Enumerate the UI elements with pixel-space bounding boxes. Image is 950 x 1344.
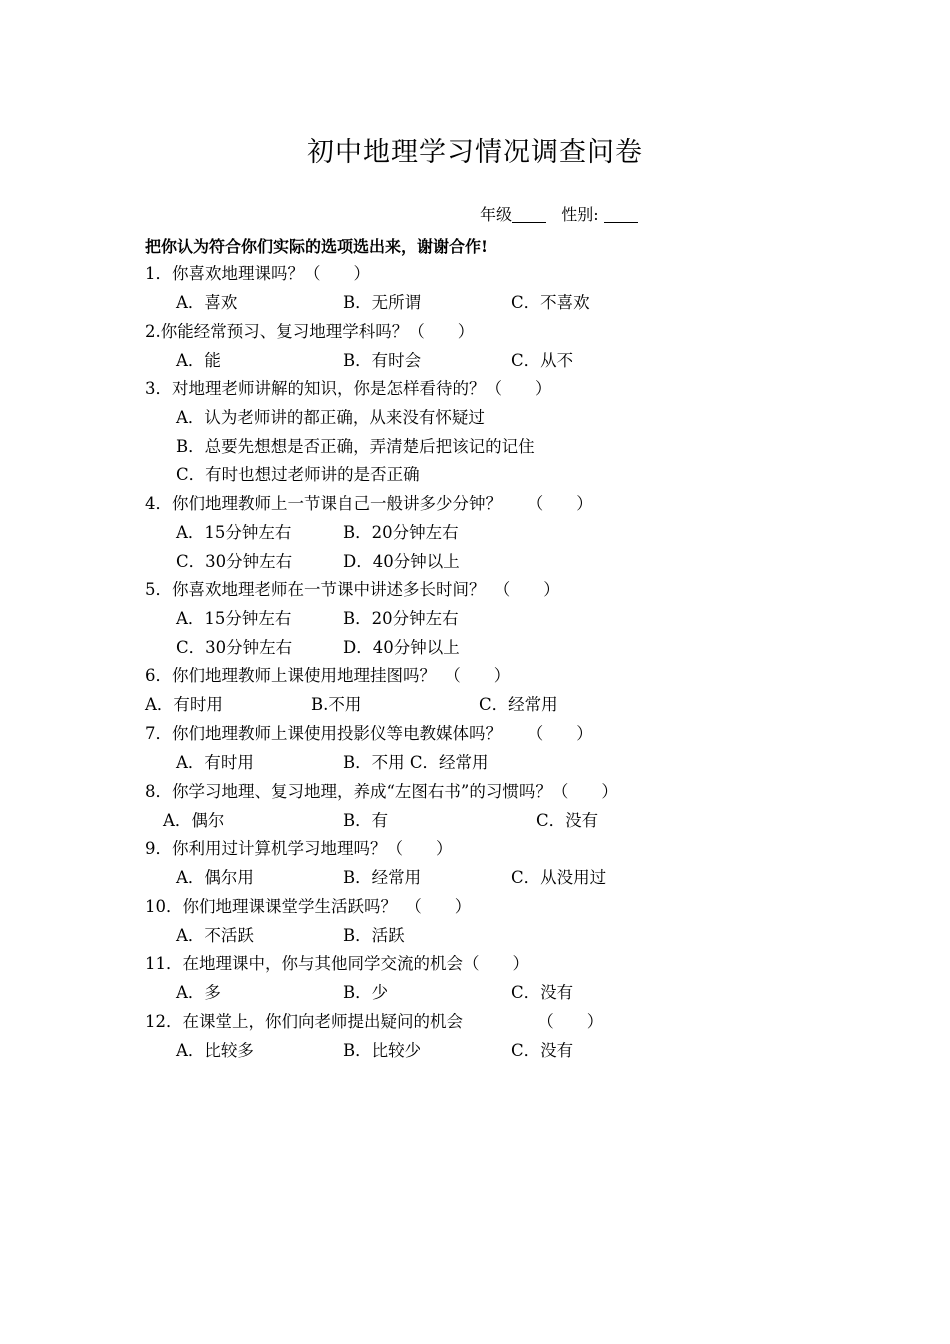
grade-label: 年级 <box>480 205 513 224</box>
q8-option-a[interactable]: A．偶尔 <box>163 811 225 830</box>
q1-option-c[interactable]: C．不喜欢 <box>511 293 590 312</box>
q5-option-a[interactable]: A．15分钟左右 <box>176 609 292 628</box>
page-title: 初中地理学习情况调查问卷 <box>307 137 643 168</box>
q12-option-a[interactable]: A．比较多 <box>176 1041 254 1060</box>
question-2: 2.你能经常预习、复习地理学科吗？（ ） <box>145 322 475 341</box>
q10-option-b[interactable]: B．活跃 <box>343 926 405 945</box>
q10-option-a[interactable]: A．不活跃 <box>176 926 254 945</box>
q11-option-c[interactable]: C．没有 <box>511 983 574 1002</box>
q1-option-a[interactable]: A．喜欢 <box>176 293 238 312</box>
q12-option-b[interactable]: B．比较少 <box>343 1041 422 1060</box>
q2-option-b[interactable]: B．有时会 <box>343 351 422 370</box>
question-5: 5．你喜欢地理老师在一节课中讲述多长时间？ （ ） <box>145 580 560 599</box>
question-10: 10．你们地理课课堂学生活跃吗？ （ ） <box>145 897 472 916</box>
q3-option-b[interactable]: B．总要先想想是否正确，弄清楚后把该记的记住 <box>176 437 535 456</box>
q8-option-c[interactable]: C．没有 <box>536 811 599 830</box>
q6-option-b[interactable]: B.不用 <box>311 695 362 714</box>
question-1: 1．你喜欢地理课吗？（ ） <box>145 264 370 283</box>
q5-option-b[interactable]: B．20分钟左右 <box>343 609 459 628</box>
grade-blank[interactable] <box>512 206 546 223</box>
student-info <box>480 202 638 225</box>
q9-option-c[interactable]: C．从没用过 <box>511 868 607 887</box>
question-9: 9．你利用过计算机学习地理吗？（ ） <box>145 839 453 858</box>
question-8: 8．你学习地理、复习地理，养成“左图右书”的习惯吗？（ ） <box>145 782 618 801</box>
q8-option-b[interactable]: B．有 <box>343 811 389 830</box>
q4-option-d[interactable]: D．40分钟以上 <box>343 552 460 571</box>
q5-option-c[interactable]: C．30分钟左右 <box>176 638 293 657</box>
q3-option-a[interactable]: A．认为老师讲的都正确，从来没有怀疑过 <box>176 408 485 427</box>
question-3: 3．对地理老师讲解的知识，你是怎样看待的？（ ） <box>145 379 552 398</box>
q5-option-d[interactable]: D．40分钟以上 <box>343 638 460 657</box>
q6-option-c[interactable]: C．经常用 <box>479 695 558 714</box>
q9-option-b[interactable]: B．经常用 <box>343 868 422 887</box>
q6-option-a[interactable]: A．有时用 <box>145 695 223 714</box>
q1-option-b[interactable]: B．无所谓 <box>343 293 422 312</box>
q7-option-a[interactable]: A．有时用 <box>176 753 254 772</box>
q2-option-c[interactable]: C．从不 <box>511 351 574 370</box>
question-12: 12．在课堂上，你们向老师提出疑问的机会 （ ） <box>145 1012 604 1031</box>
q4-option-c[interactable]: C．30分钟左右 <box>176 552 293 571</box>
question-4: 4．你们地理教师上一节课自己一般讲多少分钟？ （ ） <box>145 494 593 513</box>
gender-blank[interactable] <box>604 206 638 223</box>
gender-label: 性别: <box>561 205 599 224</box>
q3-option-c[interactable]: C．有时也想过老师讲的是否正确 <box>176 465 420 484</box>
question-7: 7．你们地理教师上课使用投影仪等电教媒体吗？ （ ） <box>145 724 593 743</box>
q11-option-a[interactable]: A．多 <box>176 983 221 1002</box>
q7-option-bc[interactable]: B．不用 C．经常用 <box>343 753 489 772</box>
question-6: 6．你们地理教师上课使用地理挂图吗？ （ ） <box>145 666 511 685</box>
q2-option-a[interactable]: A．能 <box>176 351 221 370</box>
q4-option-a[interactable]: A．15分钟左右 <box>176 523 292 542</box>
instruction: 把你认为符合你们实际的选项选出来，谢谢合作! <box>145 237 489 256</box>
q12-option-c[interactable]: C．没有 <box>511 1041 574 1060</box>
q11-option-b[interactable]: B．少 <box>343 983 389 1002</box>
question-11: 11．在地理课中，你与其他同学交流的机会（ ） <box>145 954 529 973</box>
q9-option-a[interactable]: A．偶尔用 <box>176 868 254 887</box>
q4-option-b[interactable]: B．20分钟左右 <box>343 523 459 542</box>
